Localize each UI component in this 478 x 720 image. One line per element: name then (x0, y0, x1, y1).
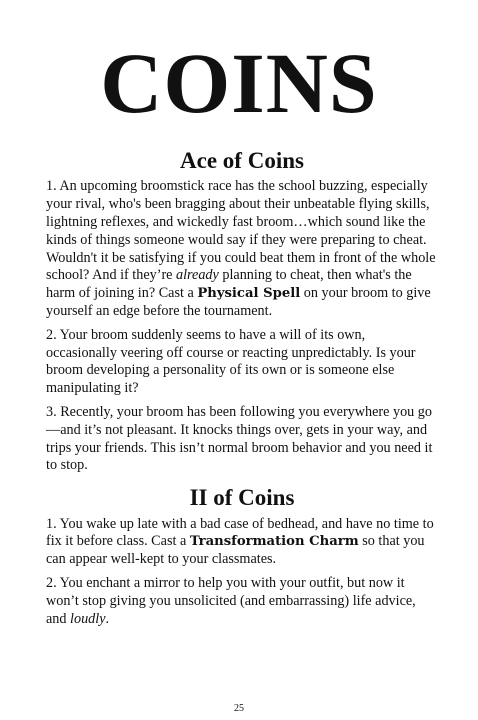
section-heading: II of Coins (189, 485, 295, 511)
prompt-paragraph: 3. Recently, your broom has been following you everywhere you go—and it’s not pleasant. It knocks things over, gets in your way, and trips your friends. This isn’t normal broom behavior and you need it to stop. (46, 404, 433, 474)
prompt-paragraph (46, 178, 438, 320)
prompt-text: 2. You enchant a mirror to help you with your outfit, but now it won’t stop giving you unsolicited (and embarrassing) life advice, and (46, 575, 416, 627)
spell-name: Transformation Charm (189, 534, 359, 550)
emphasis-text: already (176, 267, 219, 284)
emphasis-text: loudly (70, 610, 106, 627)
page-title: COINS (100, 35, 378, 131)
section-ii-of-coins (46, 485, 438, 628)
prompt-text: on your broom to give yourself an edge before the tournament. (46, 285, 431, 320)
section-heading: Ace of Coins (180, 148, 304, 173)
prompt-text: 1. An upcoming broomstick race has the school buzzing, especially your rival, who's been bragging about their unbeatable flying skills, lightning reflexes, and wickedly fast broom…which sound like the kinds of things someone would say if they were preparing to cheat. Wouldn't it be satisfying if you could beat them in front of the whole school? And if they’re (46, 178, 436, 284)
prompt-text: . (105, 610, 110, 627)
prompt-text: planning to cheat, then what's the harm of joining in? Cast a (46, 267, 412, 302)
prompt-paragraph (46, 575, 438, 628)
section-ace-of-coins (46, 148, 438, 475)
page-number: 25 (234, 703, 244, 714)
prompt-text: 1. You wake up late with a bad case of bedhead, and have no time to fix it before class. Cast a (46, 515, 434, 550)
page-content (46, 148, 438, 634)
prompt-paragraph: 2. Your broom suddenly seems to have a will of its own, occasionally veering off course or reacting unpredictably. Is your broom developing a personality of its own or is someone else manipulating it? (46, 326, 416, 397)
spell-name: Physical Spell (197, 286, 301, 302)
prompt-paragraph (46, 516, 438, 569)
prompt-text: so that you can appear well-kept to your classmates. (46, 533, 425, 568)
